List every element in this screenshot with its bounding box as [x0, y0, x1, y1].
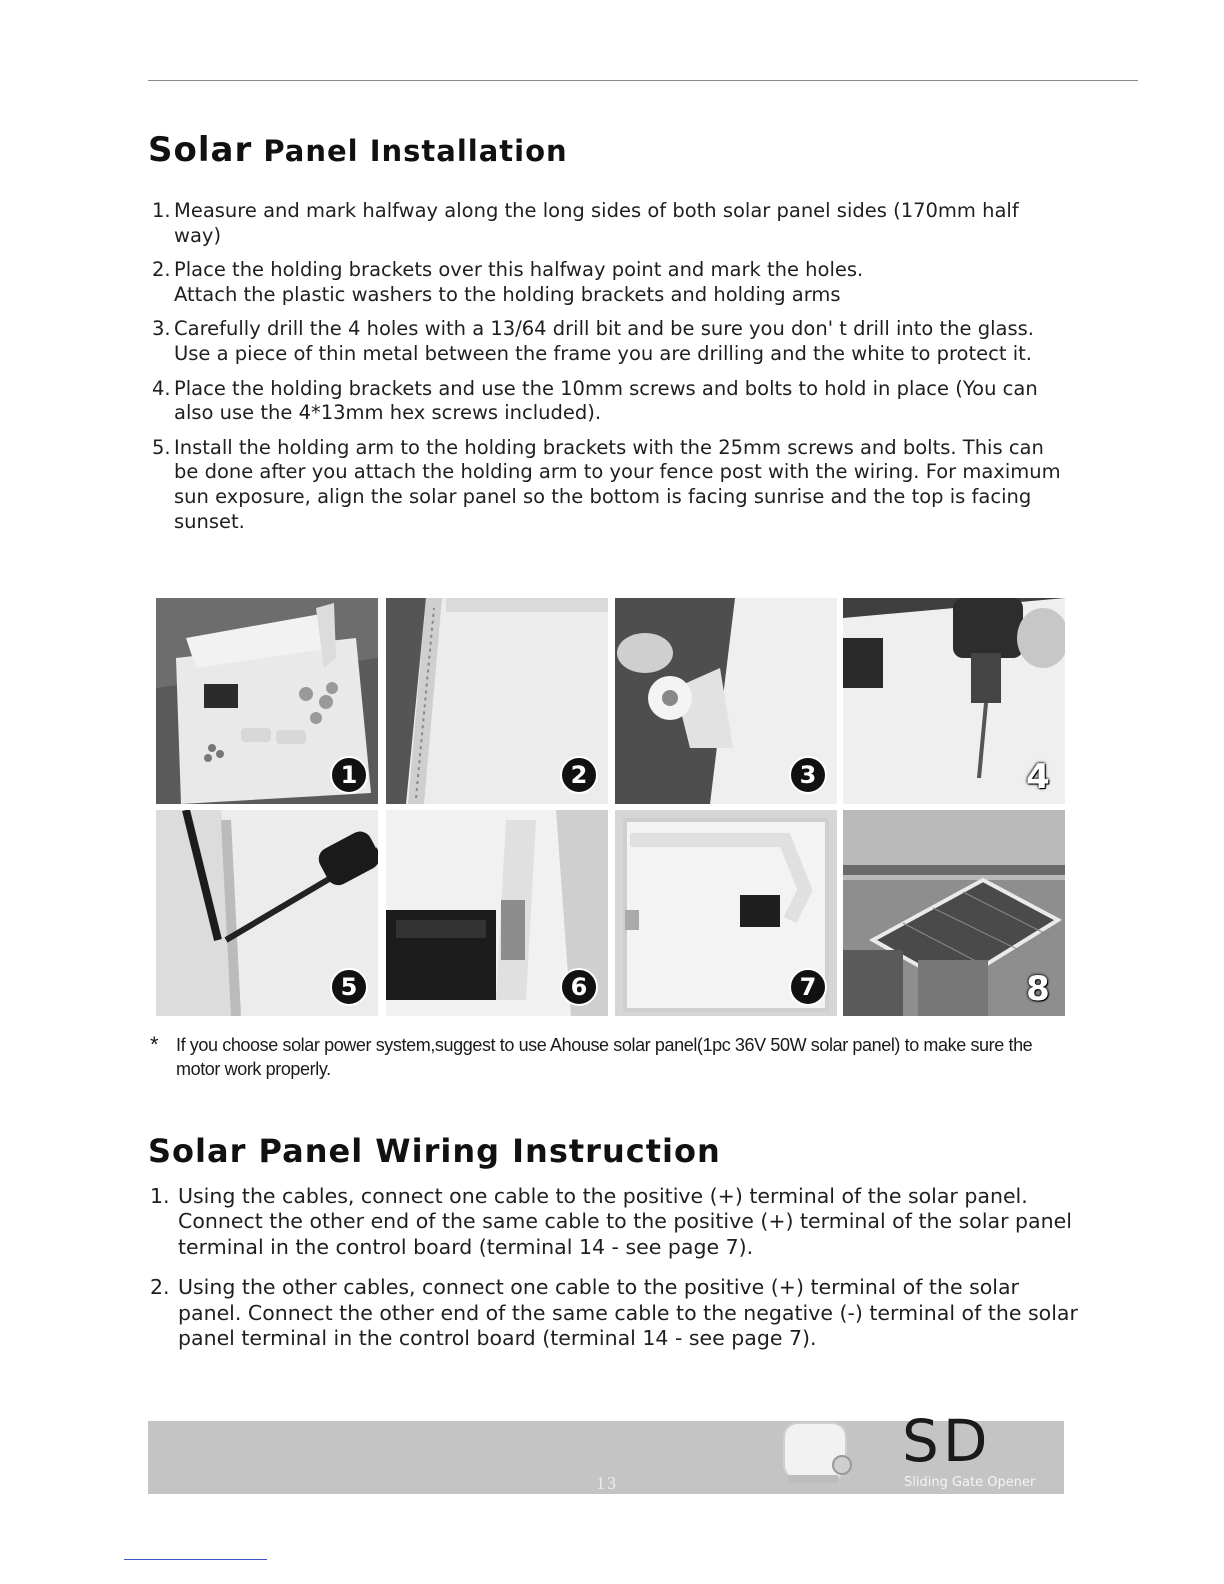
brand-logo: SD [902, 1407, 992, 1475]
gate-opener-product-icon [778, 1413, 868, 1493]
section-title-wiring: Solar Panel Wiring Instruction [148, 1132, 721, 1170]
step-badge: 4 [1026, 757, 1050, 797]
step-badge: 8 [1026, 969, 1050, 1009]
page-footer [148, 1407, 1064, 1494]
list-item: 1. Using the cables, connect one cable to the positive (+) terminal of the solar panel. Connect the other end of the same cable to the positive (+) terminal of the solar panel terminal in the control board (terminal 14 - see page 7). [150, 1184, 1072, 1259]
step-badge: 2 [560, 756, 598, 794]
screwdriver-photo [156, 810, 378, 1016]
bracket-mount-photo [386, 810, 608, 1016]
list-item: 3. Carefully drill the 4 holes with a 13/64 drill bit and be sure you don' t drill into the glass. Use a piece of thin metal between the frame you are drilling and the white to protect it. [152, 317, 1034, 365]
washer-attach-photo [615, 598, 837, 804]
brand-subtitle: Sliding Gate Opener [904, 1475, 1036, 1490]
asterisk: * [150, 1032, 159, 1057]
list-item: 2. Using the other cables, connect one cable to the positive (+) terminal of the solar panel. Connect the other end of the same cable to the negative (-) terminal of the solar panel terminal in the control board (terminal 14 - see page 7). [150, 1275, 1078, 1351]
list-item: 5. Install the holding arm to the holding brackets with the 25mm screws and bolts. This can be done after you attach the holding arm to your fence post with the wiring. For maximum sun exposure, align the solar panel so the bottom is facing sunrise and the top is facing sunset. [152, 435, 1061, 533]
installed-panel-photo [843, 810, 1065, 1016]
list-item: 4. Place the holding brackets and use the 10mm screws and bolts to hold in place (You can also use the 4*13mm hex screws included). [152, 376, 1038, 425]
step-badge: 7 [789, 968, 827, 1006]
list-item: 2. Place the holding brackets over this halfway point and mark the holes. Attach the plastic washers to the holding brackets and holding arms [152, 258, 864, 306]
bottom-link-underline [124, 1559, 267, 1560]
panel-measure-photo [386, 598, 608, 804]
top-divider [148, 80, 1138, 81]
page-number: 13 [596, 1473, 618, 1493]
step-badge: 3 [789, 756, 827, 794]
section-title-installation: Solar Panel Installation [148, 130, 568, 170]
installation-photo-grid [156, 598, 1064, 1016]
bracket-parts-photo [156, 598, 378, 804]
drill-photo [843, 598, 1065, 804]
step-badge: 5 [330, 968, 368, 1006]
solar-panel-note: * If you choose solar power system,suggest to use Ahouse solar panel(1pc 36V 50W solar panel) to make sure the motor work properly. [150, 1032, 1033, 1079]
step-badge: 6 [560, 968, 598, 1006]
arm-install-photo [615, 810, 837, 1016]
step-badge: 1 [330, 756, 368, 794]
installation-steps [152, 199, 1067, 544]
wiring-steps [150, 1184, 1080, 1366]
list-item: 1. Measure and mark halfway along the long sides of both solar panel sides (170mm half way) [152, 199, 1019, 247]
